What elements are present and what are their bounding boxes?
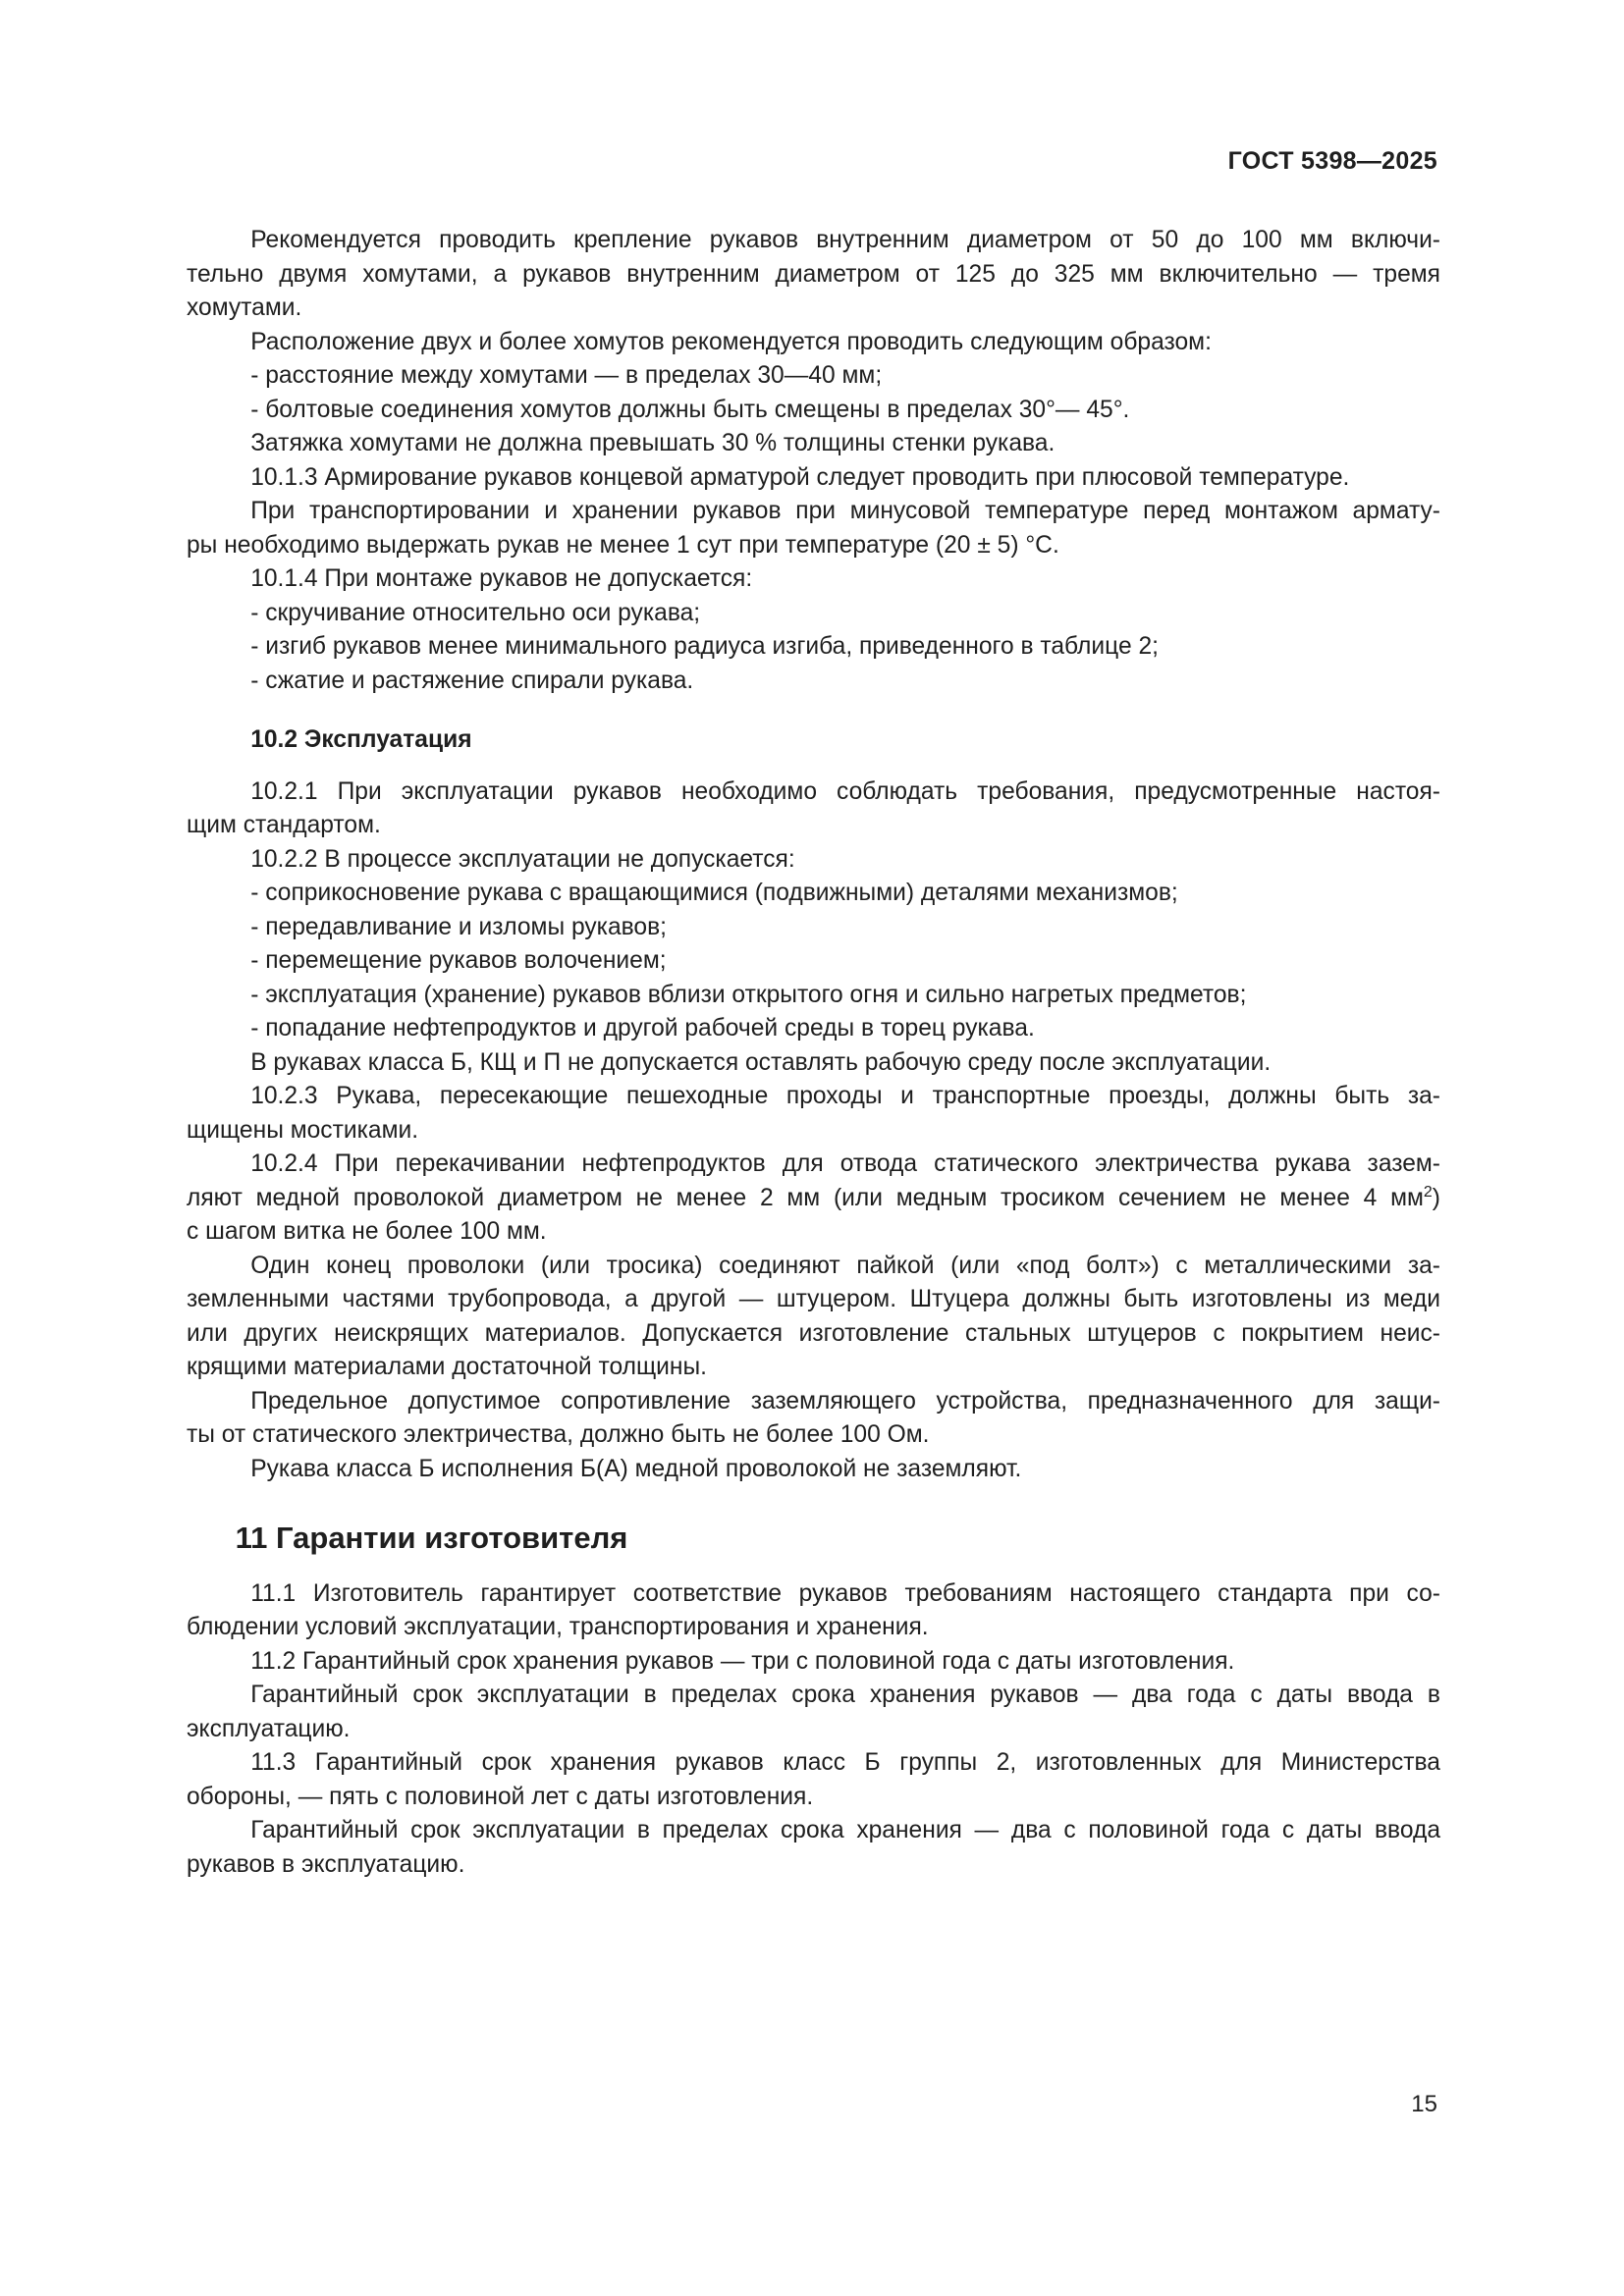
paragraph-line: ты от статического электричества, должно быть не более 100 Ом. xyxy=(187,1421,930,1448)
paragraph-line: с шагом витка не более 100 мм. xyxy=(187,1218,547,1245)
list-item: - болтовые соединения хомутов должны быть смещены в пределах 30°— 45°. xyxy=(250,396,1130,423)
list-item: - сжатие и растяжение спирали рукава. xyxy=(250,667,694,694)
paragraph-line: блюдении условий эксплуатации, транспортирования и хранения. xyxy=(187,1614,929,1640)
paragraph-line: рукавов в эксплуатацию. xyxy=(187,1850,465,1878)
paragraph-line: 11.2 Гарантийный срок хранения рукавов — три с половиной года с даты изготовления. xyxy=(250,1647,1235,1675)
paragraph-line: 11.3 Гарантийный срок хранения рукавов класс Б группы 2, изготовленных для Министерства xyxy=(250,1749,1440,1776)
paragraph-line: земленными частями трубопровода, а другой — штуцером. Штуцера должны быть изготовлены из меди xyxy=(187,1286,1440,1312)
paragraph-line: щищены мостиками. xyxy=(187,1116,419,1144)
paragraph-line: Предельное допустимое сопротивление заземляющего устройства, предназначенного для защи- xyxy=(250,1387,1440,1415)
paragraph-line: Гарантийный срок эксплуатации в пределах срока хранения — два с половиной года с даты ввода xyxy=(250,1817,1440,1843)
paragraph-line: ры необходимо выдержать рукав не менее 1 сут при температуре (20 ± 5) °С. xyxy=(187,531,1059,559)
paragraph-line xyxy=(187,1182,1440,1216)
superscript: 2 xyxy=(1423,1183,1433,1201)
list-item: - изгиб рукавов менее минимального радиуса изгиба, приведенного в таблице 2; xyxy=(250,633,1159,660)
paragraph-line: При транспортировании и хранении рукавов при минусовой температуре перед монтажом армату- xyxy=(250,498,1440,524)
list-item: - передавливание и изломы рукавов; xyxy=(250,913,668,940)
paragraph-line: Рекомендуется проводить крепление рукавов внутренним диаметром от 50 до 100 мм включи- xyxy=(250,227,1440,253)
paragraph-line: 10.2.1 При эксплуатации рукавов необходимо соблюдать требования, предусмотренные настоя- xyxy=(250,777,1440,805)
subsection-heading: 10.2 Эксплуатация xyxy=(250,726,472,753)
paragraph-line: 10.1.3 Армирование рукавов концевой арматурой следует проводить при плюсовой температуре. xyxy=(250,463,1350,491)
paragraph-line: Расположение двух и более хомутов рекомендуется проводить следующим образом: xyxy=(250,328,1212,355)
paragraph-line: Затяжка хомутами не должна превышать 30 % толщины стенки рукава. xyxy=(250,430,1056,456)
paragraph-line: Гарантийный срок эксплуатации в пределах срока хранения рукавов — два года с даты ввода в xyxy=(250,1682,1440,1708)
paragraph-line: 10.2.4 При перекачивании нефтепродуктов для отвода статического электричества рукава зазем- xyxy=(250,1150,1440,1177)
document-code-header: ГОСТ 5398—2025 xyxy=(1227,147,1437,175)
paragraph-line: или других неискрящих материалов. Допускается изготовление стальных штуцеров с покрытием неис- xyxy=(187,1319,1440,1347)
paragraph-line: 10.2.3 Рукава, пересекающие пешеходные проходы и транспортные проезды, должны быть за- xyxy=(250,1083,1440,1109)
text-fragment: ляют медной проволокой диаметром не менее 2 мм (или медным тросиком сечением не менее 4 мм xyxy=(187,1184,1424,1211)
list-item: - расстояние между хомутами — в пределах 30—40 мм; xyxy=(250,362,883,389)
paragraph-line: 11.1 Изготовитель гарантирует соответствие рукавов требованиям настоящего стандарта при со- xyxy=(250,1579,1440,1607)
section-heading: 11 Гарантии изготовителя xyxy=(235,1521,628,1555)
paragraph-line: тельно двумя хомутами, а рукавов внутренним диаметром от 125 до 325 мм включительно — тремя xyxy=(187,260,1440,288)
list-item: - попадание нефтепродуктов и другой рабочей среды в торец рукава. xyxy=(250,1015,1035,1041)
paragraph-line: Один конец проволоки (или тросика) соединяют пайкой (или «под болт») с металлическими за- xyxy=(250,1252,1440,1279)
page-number: 15 xyxy=(1411,2091,1437,2117)
paragraph-line: крящими материалами достаточной толщины. xyxy=(187,1354,708,1380)
paragraph-line: хомутами. xyxy=(187,294,302,321)
paragraph-line: 10.1.4 При монтаже рукавов не допускается: xyxy=(250,565,753,592)
document-body xyxy=(187,224,1440,1882)
text-fragment: ) xyxy=(1432,1184,1440,1211)
list-item: - соприкосновение рукава с вращающимися (подвижными) деталями механизмов; xyxy=(250,880,1178,906)
paragraph-line: щим стандартом. xyxy=(187,812,381,838)
paragraph-line: обороны, — пять с половиной лет с даты изготовления. xyxy=(187,1783,814,1810)
paragraph-line: Рукава класса Б исполнения Б(А) медной проволокой не заземляют. xyxy=(250,1455,1022,1482)
list-item: - скручивание относительно оси рукава; xyxy=(250,599,701,626)
paragraph-line: эксплуатацию. xyxy=(187,1715,351,1742)
paragraph-line: В рукавах класса Б, КЩ и П не допускается оставлять рабочую среду после эксплуатации. xyxy=(250,1048,1272,1076)
list-item: - эксплуатация (хранение) рукавов вблизи открытого огня и сильно нагретых предметов; xyxy=(250,981,1247,1008)
paragraph-line: 10.2.2 В процессе эксплуатации не допускается: xyxy=(250,845,795,873)
list-item: - перемещение рукавов волочением; xyxy=(250,947,667,974)
